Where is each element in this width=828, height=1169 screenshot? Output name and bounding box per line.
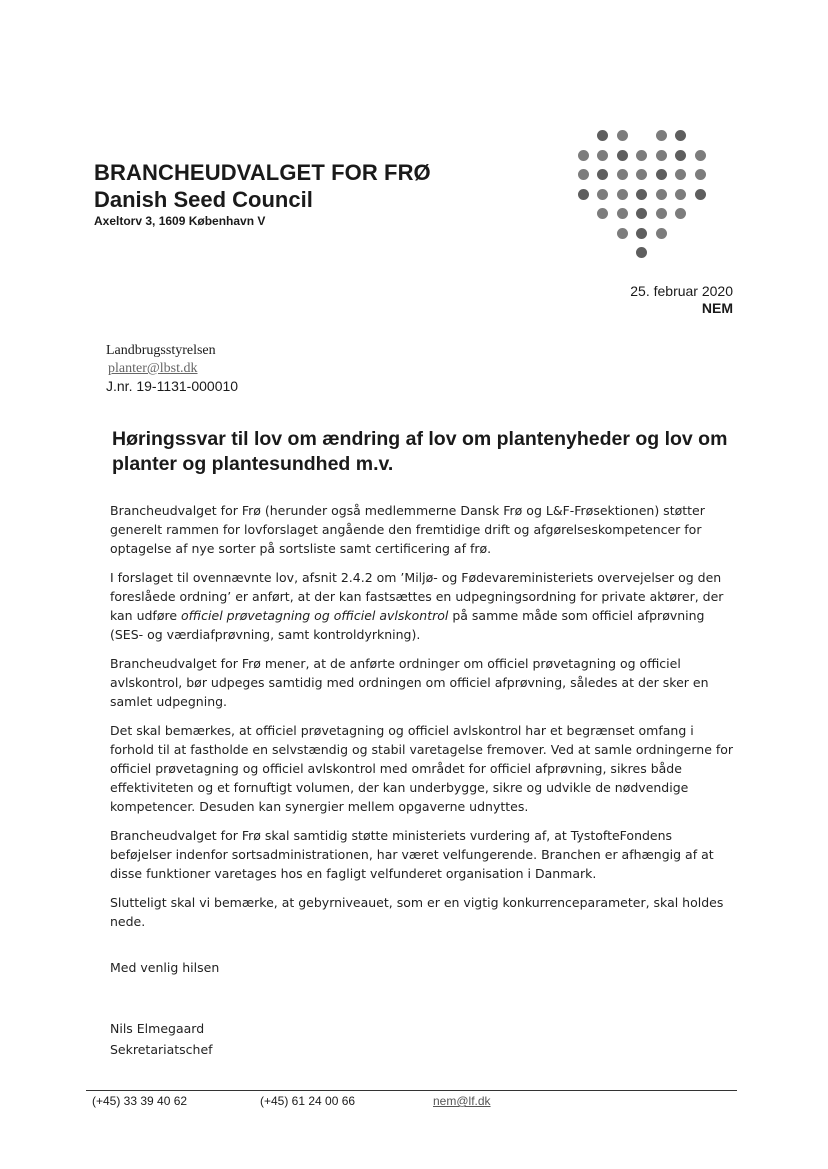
body-paragraph-1: Brancheudvalget for Frø (herunder også medlemmerne Dansk Frø og L&F-Frøsektionen) støtter generelt rammen for lovforslaget angående den fremtidige drift og afgørelseskompetencer for optagelse af nye sorter på sortsliste samt certificering af frø. <box>110 503 705 556</box>
letter-date: 25. februar 2020 <box>630 283 733 299</box>
logo-dot <box>578 150 589 161</box>
logo-dot <box>617 169 628 180</box>
letter-body <box>110 501 735 941</box>
logo-dot <box>695 150 706 161</box>
logo-dot <box>617 150 628 161</box>
logo-dot <box>617 208 628 219</box>
logo-dot <box>675 150 686 161</box>
journal-number: J.nr. 19-1131-000010 <box>106 378 239 394</box>
org-address: Axeltorv 3, 1609 København V <box>94 214 266 228</box>
body-paragraph-2-part-b: på samme måde som officiel afprøvning (SES- og værdiafprøvning, samt kontroldyrkning). <box>110 608 705 642</box>
logo-dot <box>675 169 686 180</box>
logo-dot <box>617 130 628 141</box>
logo-dot <box>695 169 706 180</box>
logo-dot <box>597 208 608 219</box>
recipient-name: Landbrugsstyrelsen <box>106 343 216 358</box>
logo-dot <box>597 130 608 141</box>
logo-dot <box>656 189 667 200</box>
logo-dot <box>636 189 647 200</box>
org-name: BRANCHEUDVALGET FOR FRØ <box>94 160 431 185</box>
body-paragraph-4: Det skal bemærkes, at officiel prøvetagning og officiel avlskontrol har et begrænset omfang i forhold til at fastholde en selvstændig og stabil varetagelse fremover. Ved at samle ordningerne for officiel prøvetagning og officiel avlskontrol med området for officiel afprøvning, sikres både effektiviteten og et fornuftigt volumen, der kan underbygge, sikre og udvikle de nødvendige kompetencer. Desuden kan synergier mellem opgaverne udnyttes. <box>110 723 734 814</box>
logo-dot <box>636 208 647 219</box>
logo-dot <box>617 228 628 239</box>
signer-role: Sekretariatschef <box>110 1042 213 1057</box>
logo-dot <box>656 150 667 161</box>
body-paragraph-2 <box>110 568 735 644</box>
logo-dot <box>636 228 647 239</box>
footer-divider <box>86 1090 737 1091</box>
logo-dot <box>617 189 628 200</box>
signer-name: Nils Elmegaard <box>110 1021 205 1036</box>
logo-dot <box>675 130 686 141</box>
footer-phone-2: (+45) 61 24 00 66 <box>260 1094 356 1108</box>
footer-phone-1: (+45) 33 39 40 62 <box>92 1094 188 1108</box>
logo-dot <box>675 208 686 219</box>
logo-dot <box>656 228 667 239</box>
logo-dot <box>597 189 608 200</box>
body-paragraph-2-emphasis: officiel prøvetagning og officiel avlskontrol <box>181 608 449 623</box>
logo-dot <box>578 189 589 200</box>
logo-dot <box>636 247 647 258</box>
logo-dot <box>656 130 667 141</box>
logo-dot <box>636 169 647 180</box>
logo-dot <box>597 169 608 180</box>
logo-dot <box>675 189 686 200</box>
logo-dot <box>597 150 608 161</box>
logo-dot <box>656 208 667 219</box>
body-paragraph-3: Brancheudvalget for Frø mener, at de anførte ordninger om officiel prøvetagning og officiel avlskontrol, bør udpeges samtidig med ordningen om officiel afprøvning, således at der sker en samlet udpegning. <box>110 656 709 709</box>
signature-block <box>110 1018 213 1060</box>
logo-dot <box>656 169 667 180</box>
org-name-english: Danish Seed Council <box>94 187 313 212</box>
recipient-email-link[interactable]: planter@lbst.dk <box>108 361 198 376</box>
body-paragraph-2-part-a: I forslaget til ovennævnte lov, afsnit 2.4.2 om ’Miljø- og Fødevareministeriets overvejelser og den foreslåede ordning’ er anført, at der kan fastsættes en udpegningsordning for private aktører, der kan udføre <box>110 570 724 623</box>
logo-dot <box>578 169 589 180</box>
body-paragraph-5: Brancheudvalget for Frø skal samtidig støtte ministeriets vurdering af, at TystofteFondens beføjelser indenfor sortsadministrationen, har været velfungerende. Branchen er afhængig af at disse funktioner varetages hos en fagligt velfunderet organisation i Danmark. <box>110 828 714 881</box>
logo-dot <box>636 150 647 161</box>
letter-title: Høringssvar til lov om ændring af lov om plantenyheder og lov om planter og plantesundhed m.v. <box>112 428 728 475</box>
footer-email-link[interactable]: nem@lf.dk <box>433 1094 491 1108</box>
sender-initials: NEM <box>701 300 733 316</box>
seed-council-logo <box>560 120 710 260</box>
closing-greeting: Med venlig hilsen <box>110 960 220 975</box>
body-paragraph-6: Slutteligt skal vi bemærke, at gebyrniveauet, som er en vigtig konkurrenceparameter, skal holdes nede. <box>110 895 724 929</box>
logo-dot <box>695 189 706 200</box>
